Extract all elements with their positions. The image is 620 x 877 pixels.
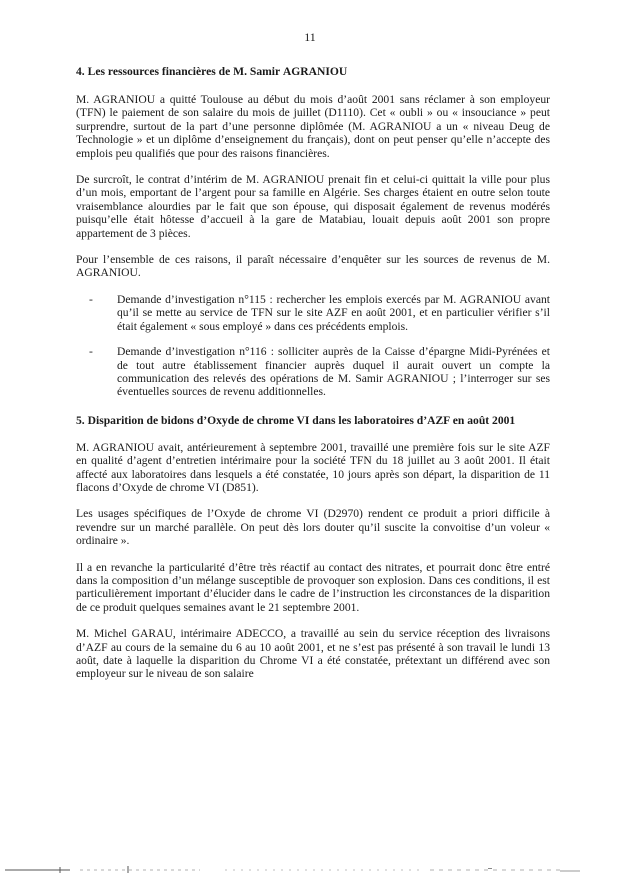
list-item [76, 293, 550, 333]
paragraph: Il a en revanche la particularité d’être très réactif au contact des nitrates, et pourrait donc être entré dans la composition d’un mélange susceptible de provoquer son explosion. Dans ces conditions, il est particulièrement important d’élucider dans le cadre de l’instruction les circonstances de la disparition de ce produit quelques semaines avant le 21 septembre 2001. [76, 560, 550, 614]
list-item-text: Demande d’investigation n°116 : solliciter auprès de la Caisse d’épargne Midi-Pyrénées et de tout autre établissement financier auprès duquel il aurait ouvert un compte la communication des relevés des opérations de M. Samir AGRANIOU ; l’interroger sur ses éventuelles sources de revenu additionnelles. [117, 345, 550, 399]
section-4-name: AGRANIOU [282, 65, 348, 78]
paragraph: M. AGRANIOU avait, antérieurement à septembre 2001, travaillé une première fois sur le site AZF en qualité d’agent d’entretien intérimaire pour la société TFN du 18 juillet au 3 août 2001. Il était affecté aux laboratoires dans lesquels a été constatée, 10 jours après son départ, la disparition de 11 flacons d’Oxyde de chrome VI (D851). [76, 440, 550, 494]
scan-artifact-line [0, 862, 620, 874]
dash-bullet: - [89, 292, 93, 306]
section-4-number: 4. [76, 65, 85, 78]
section-5-heading: 5. Disparition de bidons d’Oxyde de chrome VI dans les laboratoires d’AZF en août 2001 [76, 413, 516, 427]
dash-bullet: - [89, 345, 93, 359]
page-number: 11 [304, 30, 316, 44]
paragraph: M. AGRANIOU a quitté Toulouse au début du mois d’août 2001 sans réclamer à son employeur (TFN) le paiement de son salaire du mois de juillet (D1110). Cet « oubli » ou « insouciance » peut surprendre, surtout de la part d’une personne diplômée (M. AGRANIOU a un « niveau Deug de Technologie » et un diplôme d’enseignement du français), dont on peut penser qu’elle n’accepte des emplois peu qualifiés que pour des raisons financières. [76, 93, 550, 160]
investigation-requests-list [76, 293, 550, 399]
list-item [76, 345, 550, 399]
paragraph: De surcroît, le contrat d’intérim de M. AGRANIOU prenait fin et celui-ci quittait la ville pour plus d’un mois, emportant de l’argent pour sa famille en Algérie. Ses charges étaient en outre selon toute vraisemblance alourdies par le fait que son épouse, qui disposait également de revenus modérés puisqu’elle était hôtesse d’accueil à la gare de Matabiau, louait depuis août 2001 son propre appartement de 3 pièces. [76, 173, 550, 240]
scan-artifact-dot [488, 868, 492, 869]
paragraph: Les usages spécifiques de l’Oxyde de chrome VI (D2970) rendent ce produit a priori difficile à revendre sur un marché parallèle. On peut dès lors douter qu’il suscite la convoitise d’un voleur « ordinaire ». [76, 507, 550, 548]
section-4-heading [76, 64, 550, 79]
paragraph: M. Michel GARAU, intérimaire ADECCO, a travaillé au sein du service réception des livraisons d’AZF au cours de la semaine du 6 au 10 août 2001, et ne s’est pas présenté à son travail le lundi 13 août, date à laquelle la disparition du Chrome VI a été constatée, prétextant un différend avec son employeur sur le niveau de son salaire [76, 627, 550, 681]
list-item-text: Demande d’investigation n°115 : rechercher les emplois exercés par M. AGRANIOU avant qu’il se mette au service de TFN sur le site AZF en août 2001, et en particulier vérifier s’il était également « sous employé » dans ces précédents emplois. [117, 292, 550, 333]
document-body [76, 64, 550, 694]
paragraph: Pour l’ensemble de ces raisons, il paraît nécessaire d’enquêter sur les sources de revenus de M. AGRANIOU. [76, 253, 550, 280]
section-4-title: Les ressources financières de M. Samir [87, 65, 280, 78]
